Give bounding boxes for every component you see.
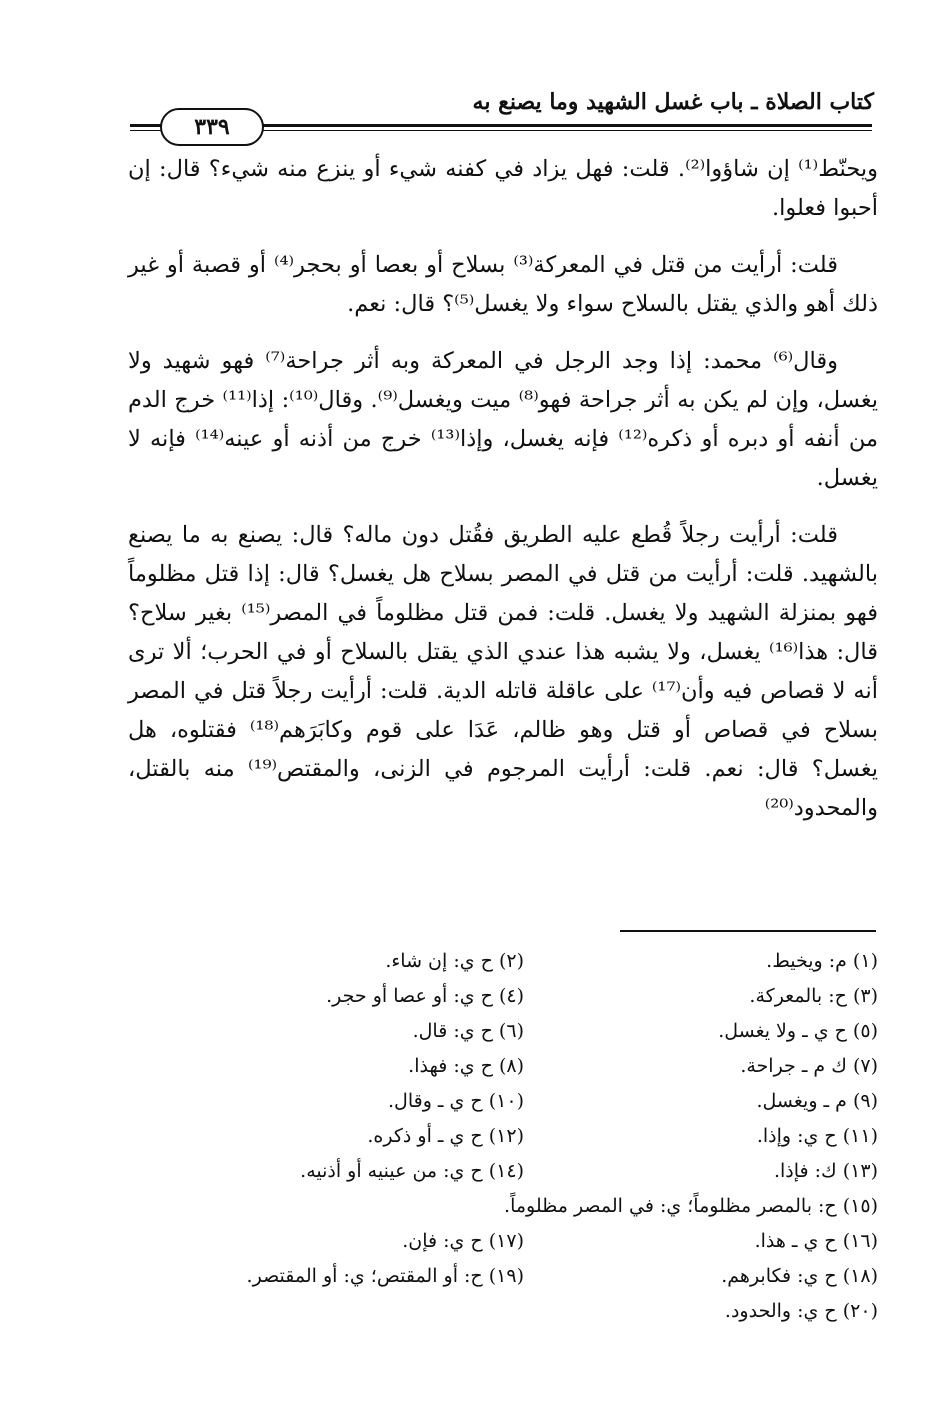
footnote: (١٦) ح ي ـ هذا. [754,1230,878,1252]
footnote-separator [620,930,876,932]
page-number: ٣٣٩ [194,114,230,140]
running-title: كتاب الصلاة ـ باب غسل الشهيد وما يصنع به [472,89,874,115]
footnote: (١٤) ح ي: من عينيه أو أذنيه. [300,1160,524,1182]
footnote: (١٩) ح: أو المقتص؛ ي: أو المقتصر. [246,1265,524,1287]
footnote-row [170,1259,878,1294]
footnote: (١٥) ح: بالمصر مظلوماً؛ ي: في المصر مظلوماً. [504,1195,878,1217]
main-text [128,150,878,846]
footnote-row [170,1224,878,1259]
footnote-row [170,1294,878,1329]
footnote: (٨) ح ي: فهذا. [408,1055,524,1077]
footnote-row [170,979,878,1014]
paragraph: قلت: أرأيت رجلاً قُطع عليه الطريق فقُتل دون ماله؟ قال: يصنع به ما يصنع بالشهيد. قلت: أرأيت من قتل في المصر بسلاح هل يغسل؟ قال: إذا قتل مظلوماً فهو بمنزلة الشهيد ولا يغسل. قلت: فمن قتل مظلوماً في المصر⁽¹⁵⁾ بغير سلاح؟ قال: هذا⁽¹⁶⁾ يغسل، ولا يشبه هذا عندي الذي يقتل بالسلاح أو في الحرب؛ ألا ترى أنه لا قصاص فيه وأن⁽¹⁷⁾ على عاقلة قاتله الدية. قلت: أرأيت رجلاً قتل في المصر بسلاح في قصاص أو قتل وهو ظالم، عَدَا على قوم وكابَرَهم⁽¹⁸⁾ فقتلوه، هل يغسل؟ قال: نعم. قلت: أرأيت المرجوم في الزنى، والمقتص⁽¹⁹⁾ منه بالقتل، والمحدود⁽²⁰⁾ [128,522,879,821]
footnote-row [170,1014,878,1049]
footnote-row [170,1189,878,1224]
footnote: (٦) ح ي: قال. [412,1020,524,1042]
footnote-row [170,944,878,979]
footnote: (٢) ح ي: إن شاء. [385,950,524,972]
footnote: (١٨) ح ي: فكابرهم. [721,1265,878,1287]
footnote: (٩) م ـ ويغسل. [756,1090,878,1112]
footnote: (١٧) ح ي: فإن. [402,1230,524,1252]
footnote: (٣) ح: بالمعركة. [749,985,878,1007]
paragraph: وقال⁽⁶⁾ محمد: إذا وجد الرجل في المعركة وبه أثر جراحة⁽⁷⁾ فهو شهيد ولا يغسل، وإن لم يكن به أثر جراحة فهو⁽⁸⁾ ميت ويغسل⁽⁹⁾. وقال⁽¹⁰⁾: إذا⁽¹¹⁾ خرج الدم من أنفه أو دبره أو ذكره⁽¹²⁾ فإنه يغسل، وإذا⁽¹³⁾ خرج من أذنه أو عينه⁽¹⁴⁾ فإنه لا يغسل. [128,348,879,491]
footnote-row [170,1049,878,1084]
footnotes [170,944,878,1329]
footnote-row [170,1154,878,1189]
footnote: (١٠) ح ي ـ وقال. [387,1090,524,1112]
footnote: (٧) ك م ـ جراحة. [740,1055,878,1077]
footnote: (١١) ح ي: وإذا. [756,1125,878,1147]
footnote: (١) م: ويخيط. [766,950,878,972]
footnote: (٥) ح ي ـ ولا يغسل. [718,1020,878,1042]
footnote: (٢٠) ح ي: والحدود. [724,1300,878,1322]
footnote: (١٣) ك: فإذا. [773,1160,878,1182]
paragraph: قلت: أرأيت من قتل في المعركة⁽³⁾ بسلاح أو بعصا أو بحجر⁽⁴⁾ أو قصبة أو غير ذلك أهو والذي يقتل بالسلاح سواء ولا يغسل⁽⁵⁾؟ قال: نعم. [128,252,878,317]
footnote: (٤) ح ي: أو عصا أو حجر. [326,985,524,1007]
footnote-row [170,1119,878,1154]
page-number-badge [160,108,264,146]
footnote-row [170,1084,878,1119]
footnote: (١٢) ح ي ـ أو ذكره. [367,1125,524,1147]
paragraph: ويحنّط⁽¹⁾ إن شاؤوا⁽²⁾. قلت: فهل يزاد في كفنه شيء أو ينزع منه شيء؟ قال: إن أحبوا فعلوا. [128,156,878,221]
